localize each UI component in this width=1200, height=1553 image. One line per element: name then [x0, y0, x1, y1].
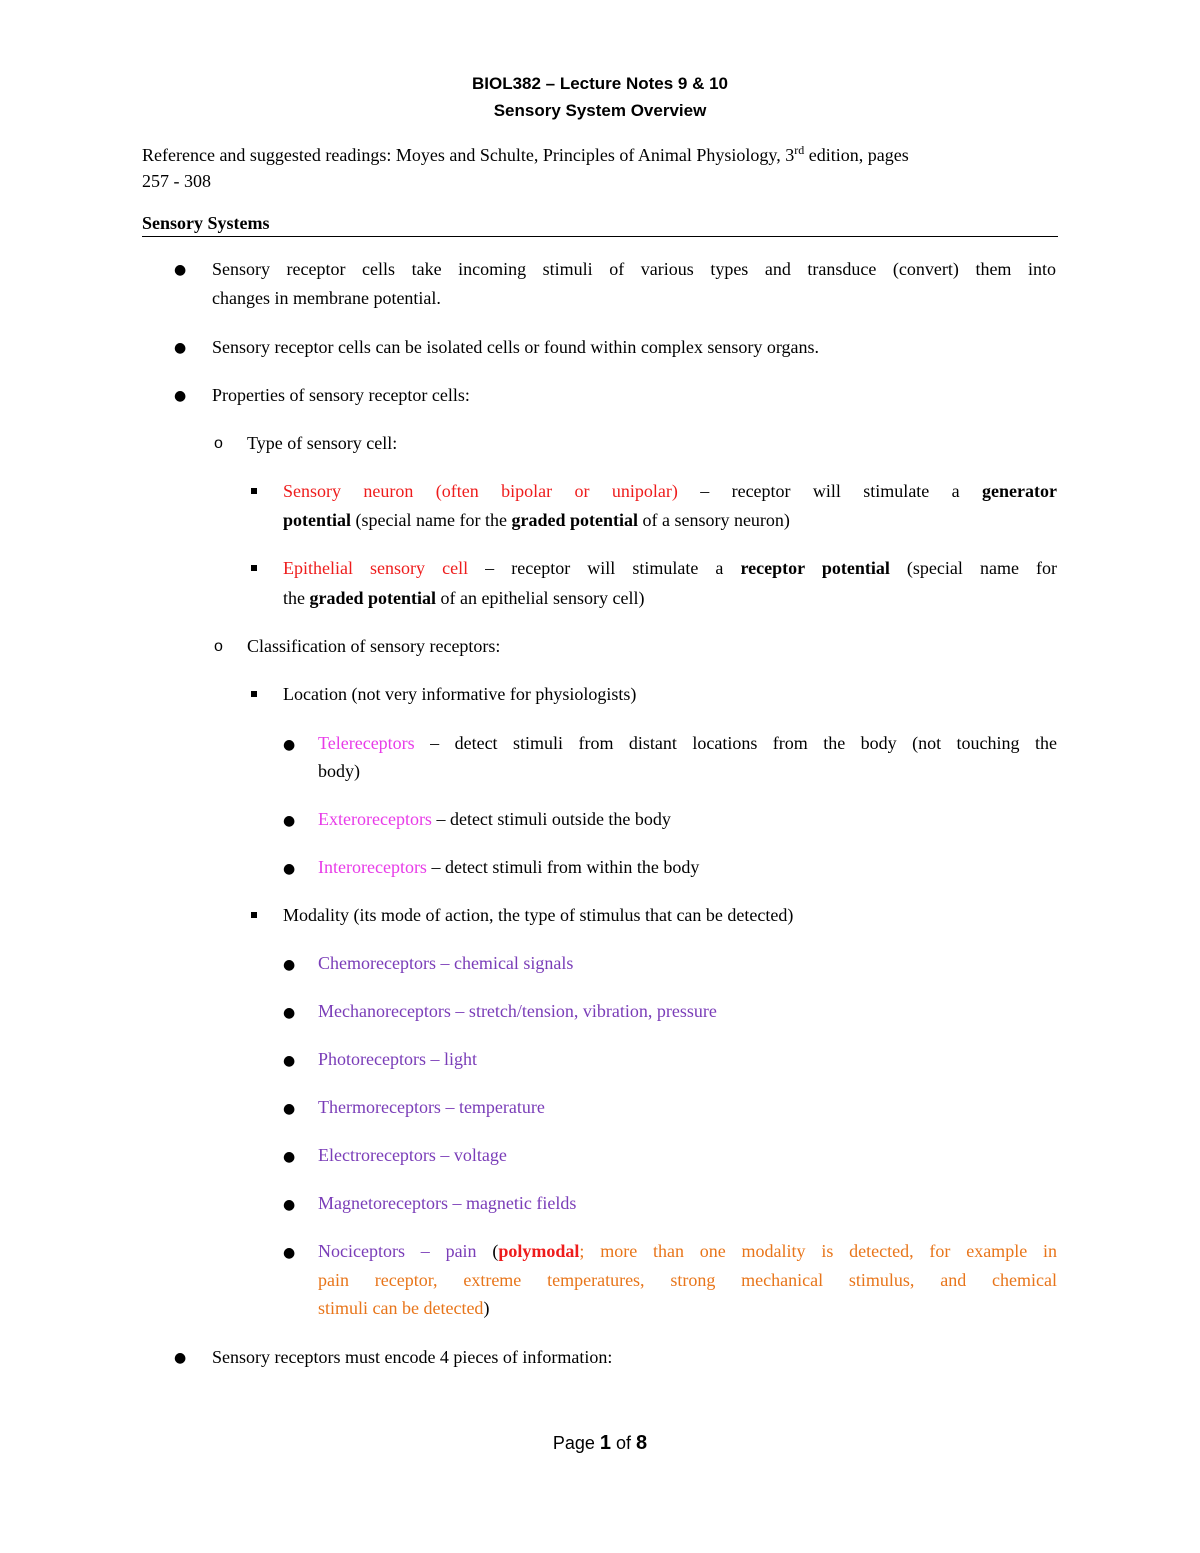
nociceptors-line-3: stimuli can be detected)	[318, 1298, 490, 1318]
circle-bullet-icon: o	[214, 638, 223, 655]
heading-underline	[142, 236, 1058, 237]
nociceptors-line-1: Nociceptors – pain (polymodal; more than one modality is detected, for example in	[318, 1241, 1057, 1261]
epithelial-cell-line-2: the graded potential of an epithelial sensory cell)	[283, 588, 645, 608]
reference-line-1: Reference and suggested readings: Moyes and Schulte, Principles of Animal Physiology, 3rd edition, pages	[142, 143, 909, 165]
magnetoreceptors: Magnetoreceptors – magnetic fields	[318, 1193, 577, 1213]
bullet-icon: ●	[283, 861, 296, 877]
mechanoreceptors: Mechanoreceptors – stretch/tension, vibration, pressure	[318, 1001, 717, 1021]
bullet-icon: ●	[174, 340, 187, 356]
square-bullet-icon	[251, 488, 257, 494]
bullet-icon: ●	[283, 813, 296, 829]
section-heading: Sensory Systems	[142, 213, 270, 233]
page-number: Page 1 of 8	[552, 1432, 648, 1454]
square-bullet-icon	[251, 565, 257, 571]
bullet-icon: ●	[283, 1197, 296, 1213]
document-subtitle: Sensory System Overview	[493, 101, 707, 120]
type-of-cell-heading: Type of sensory cell:	[247, 433, 398, 453]
document-title: BIOL382 – Lecture Notes 9 & 10	[471, 74, 729, 93]
sensory-neuron-line-2: potential (special name for the graded potential of a sensory neuron)	[283, 510, 790, 530]
bullet-icon: ●	[174, 262, 187, 278]
telereceptors-line-1: Telereceptors – detect stimuli from distant locations from the body (not touching the	[318, 733, 1057, 753]
classification-heading: Classification of sensory receptors:	[247, 636, 501, 656]
reference-line-2: 257 - 308	[142, 171, 211, 191]
interoreceptors: Interoreceptors – detect stimuli from within the body	[318, 857, 700, 877]
electroreceptors: Electroreceptors – voltage	[318, 1145, 507, 1165]
bullet-icon: ●	[174, 1350, 187, 1366]
bullet-icon: ●	[283, 1149, 296, 1165]
chemoreceptors: Chemoreceptors – chemical signals	[318, 953, 574, 973]
telereceptors-line-2: body)	[318, 761, 360, 781]
sensory-neuron-line-1: Sensory neuron (often bipolar or unipolar) – receptor will stimulate a generator	[283, 481, 1058, 501]
bullet-icon: ●	[174, 388, 187, 404]
epithelial-cell-line-1: Epithelial sensory cell – receptor will stimulate a receptor potential (special name for	[283, 558, 1058, 578]
exteroreceptors: Exteroreceptors – detect stimuli outside the body	[318, 809, 671, 829]
square-bullet-icon	[251, 691, 257, 697]
circle-bullet-icon: o	[214, 435, 223, 452]
thermoreceptors: Thermoreceptors – temperature	[318, 1097, 545, 1117]
bullet-4: Sensory receptors must encode 4 pieces of information:	[212, 1347, 613, 1367]
bullet-icon: ●	[283, 1245, 296, 1261]
bullet-1-line-1: Sensory receptor cells take incoming stimuli of various types and transduce (convert) them into	[212, 259, 1056, 279]
modality-heading: Modality (its mode of action, the type of stimulus that can be detected)	[283, 905, 794, 925]
bullet-2: Sensory receptor cells can be isolated cells or found within complex sensory organs.	[212, 337, 820, 357]
bullet-icon: ●	[283, 957, 296, 973]
nociceptors-line-2: pain receptor, extreme temperatures, strong mechanical stimulus, and chemical	[318, 1270, 1057, 1290]
location-heading: Location (not very informative for physiologists)	[283, 684, 637, 704]
bullet-icon: ●	[283, 1005, 296, 1021]
bullet-icon: ●	[283, 1053, 296, 1069]
bullet-1-line-2: changes in membrane potential.	[212, 288, 441, 308]
bullet-icon: ●	[283, 1101, 296, 1117]
square-bullet-icon	[251, 912, 257, 918]
bullet-icon: ●	[283, 737, 296, 753]
photoreceptors: Photoreceptors – light	[318, 1049, 477, 1069]
bullet-3: Properties of sensory receptor cells:	[212, 385, 470, 405]
